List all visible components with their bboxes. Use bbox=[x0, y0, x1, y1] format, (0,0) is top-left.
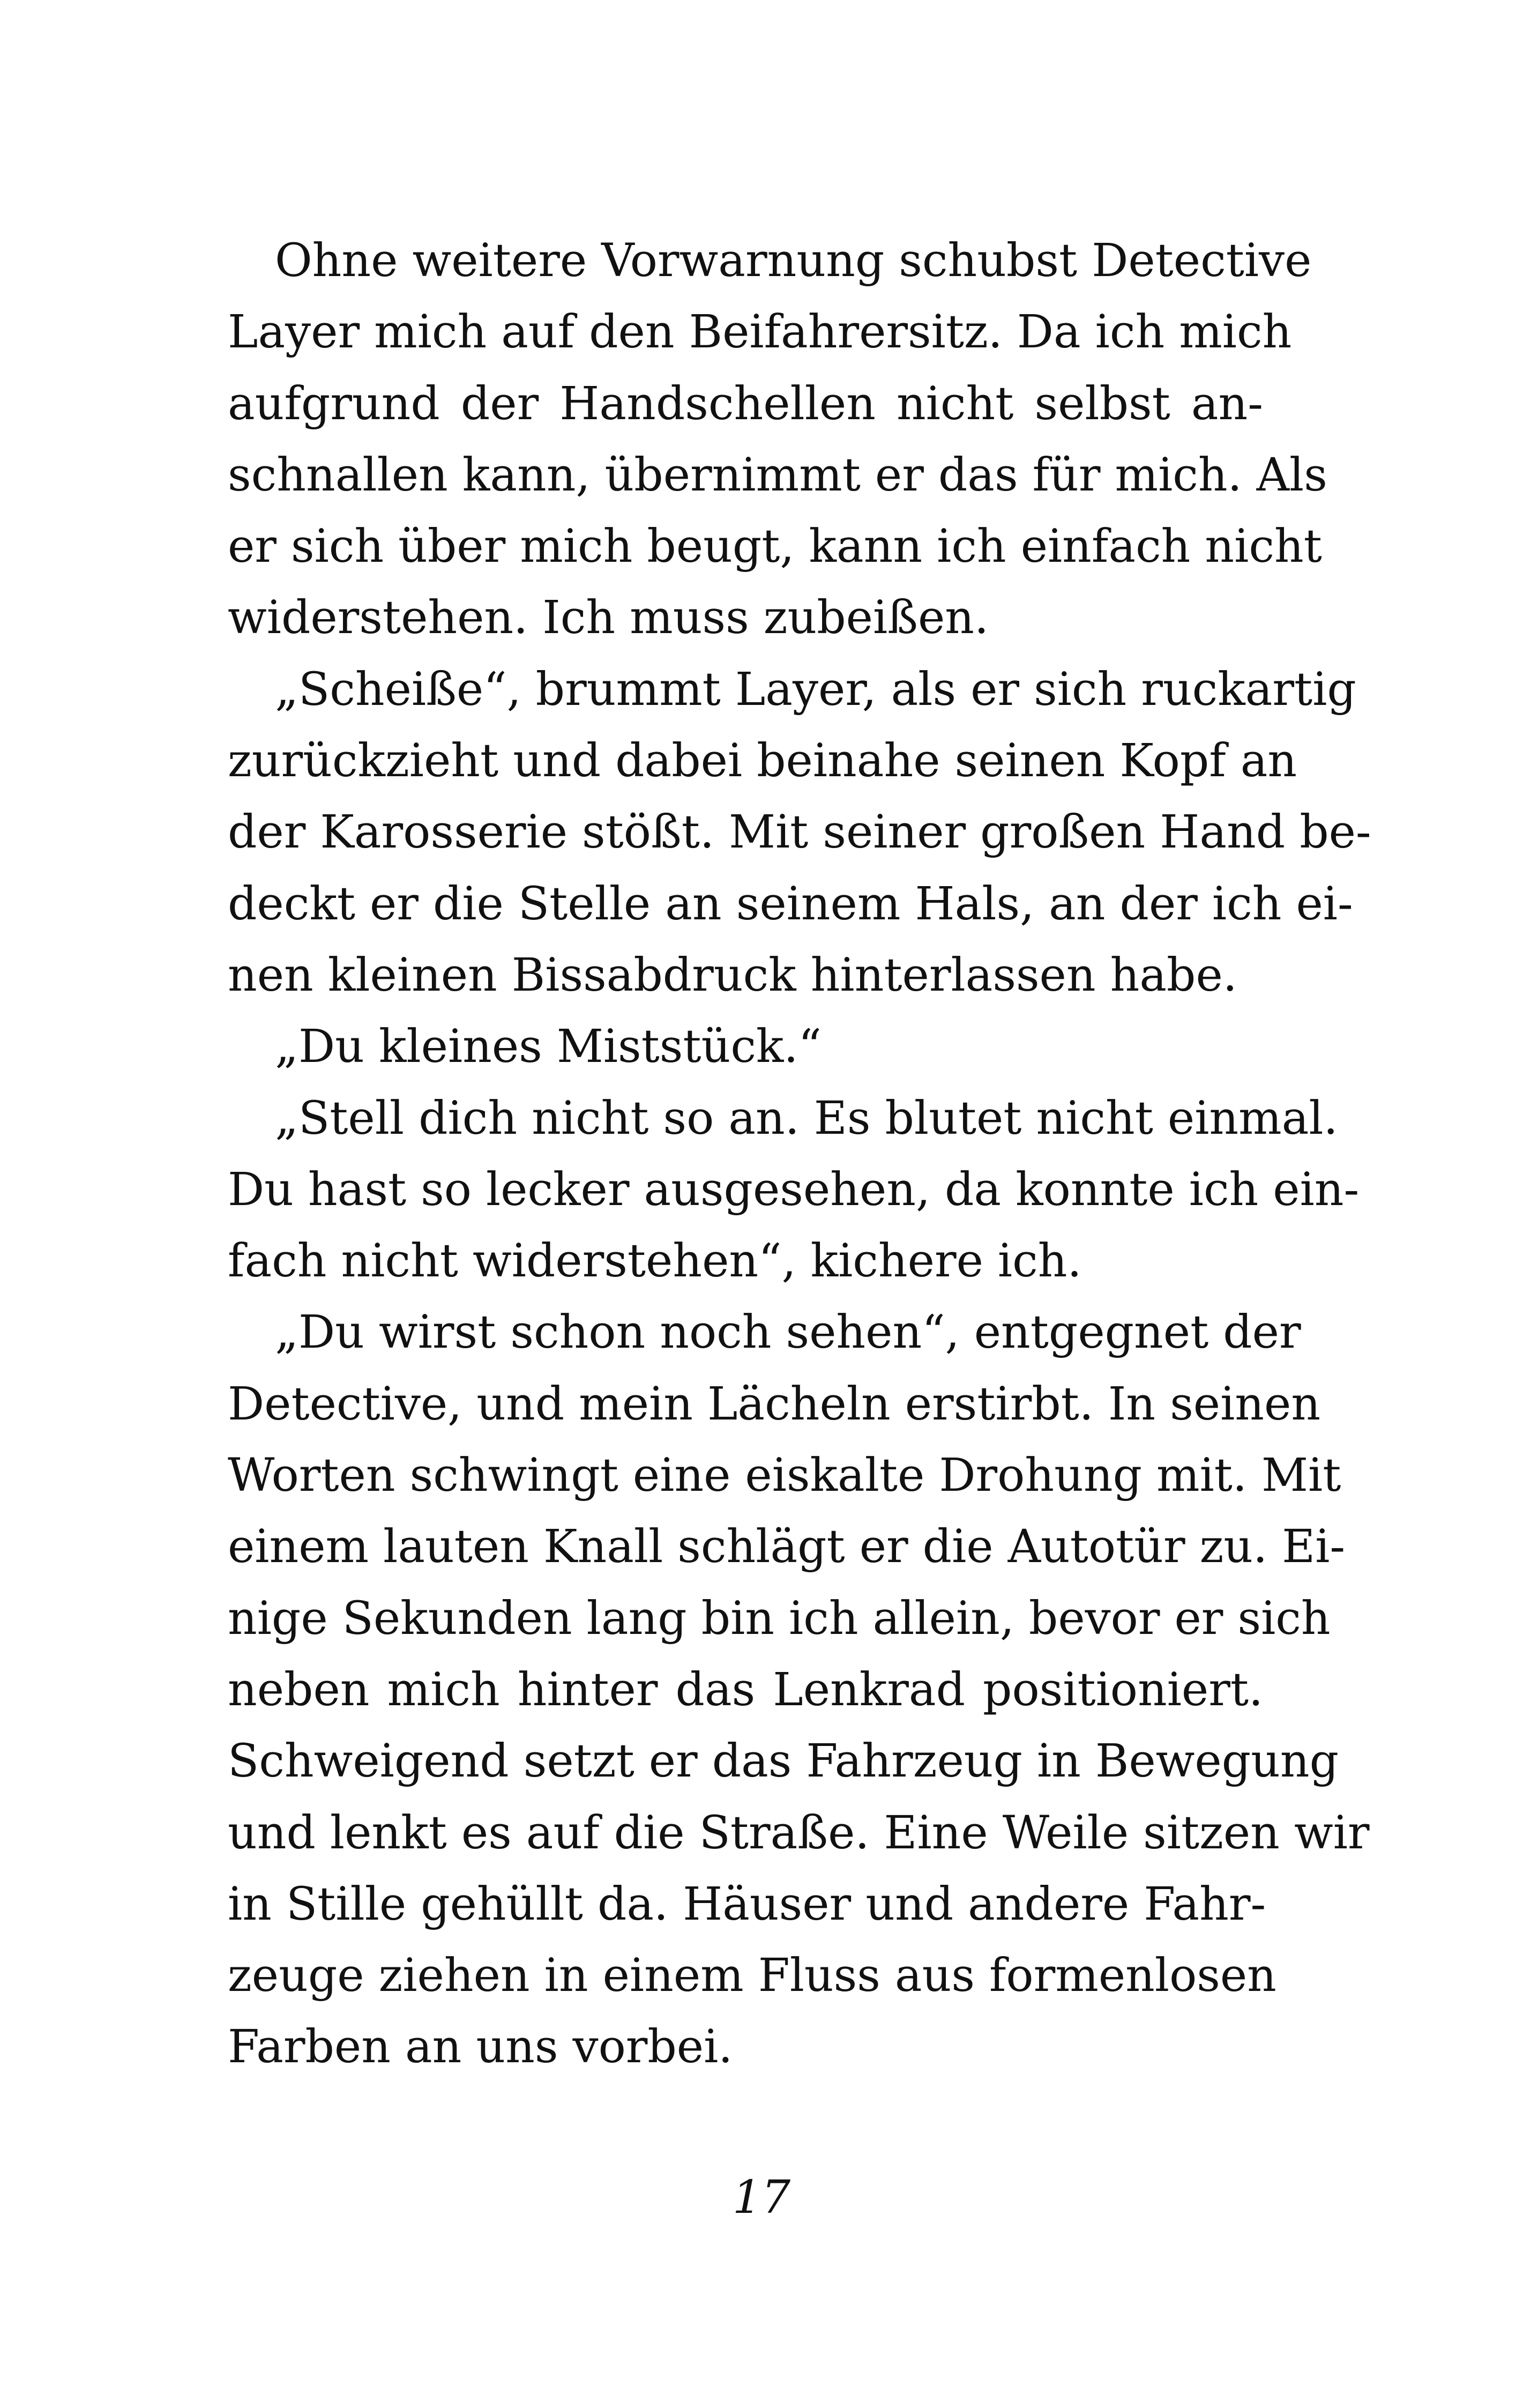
text-line: Worten schwingt eine eiskalte Drohung mit. Mit bbox=[228, 1449, 1341, 1503]
page-number: 17 bbox=[732, 2171, 791, 2224]
text-line: „Scheiße“, brummt Layer, als er sich ruckartig bbox=[275, 663, 1356, 716]
text-line: schnallen kann, übernimmt er das für mich. Als bbox=[228, 448, 1327, 502]
text-line: „Du wirst schon noch sehen“, entgegnet der bbox=[275, 1306, 1301, 1359]
text-line: zeuge ziehen in einem Fluss aus formenlosen bbox=[228, 1949, 1276, 2003]
text-line: fach nicht widerstehen“, kichere ich. bbox=[228, 1235, 1082, 1288]
text-line: Layer mich auf den Beifahrersitz. Da ich mich bbox=[228, 306, 1292, 359]
text-line: „Du kleines Miststück.“ bbox=[275, 1020, 822, 1074]
text-line: Detective, und mein Lächeln erstirbt. In seinen bbox=[228, 1377, 1321, 1431]
text-line: deckt er die Stelle an seinem Hals, an der ich ei- bbox=[228, 877, 1353, 931]
text-line: Farben an uns vorbei. bbox=[228, 2020, 733, 2074]
text-line: „Stell dich nicht so an. Es blutet nicht einmal. bbox=[275, 1091, 1338, 1145]
text-line: aufgrund der Handschellen nicht selbst an- bbox=[228, 377, 1263, 430]
body-text bbox=[228, 225, 1371, 2083]
text-line: der Karosserie stößt. Mit seiner großen Hand be- bbox=[228, 806, 1371, 859]
text-line: Schweigend setzt er das Fahrzeug in Bewegung bbox=[228, 1735, 1339, 1788]
text-line: Du hast so lecker ausgesehen, da konnte ich ein- bbox=[228, 1163, 1360, 1216]
text-line: zurückzieht und dabei beinahe seinen Kopf an bbox=[228, 734, 1297, 788]
text-line: in Stille gehüllt da. Häuser und andere Fahr- bbox=[228, 1877, 1266, 1931]
text-line: er sich über mich beugt, kann ich einfach nicht bbox=[228, 520, 1322, 574]
text-line: und lenkt es auf die Straße. Eine Weile sitzen wir bbox=[228, 1806, 1370, 1860]
text-line: nige Sekunden lang bin ich allein, bevor er sich bbox=[228, 1592, 1331, 1645]
text-line: widerstehen. Ich muss zubeißen. bbox=[228, 591, 989, 645]
text-line: Ohne weitere Vorwarnung schubst Detective bbox=[275, 234, 1312, 287]
text-line: neben mich hinter das Lenkrad positioniert. bbox=[228, 1663, 1263, 1716]
text-line: einem lauten Knall schlägt er die Autotür zu. Ei- bbox=[228, 1520, 1346, 1574]
text-line: nen kleinen Bissabdruck hinterlassen habe. bbox=[228, 948, 1237, 1002]
